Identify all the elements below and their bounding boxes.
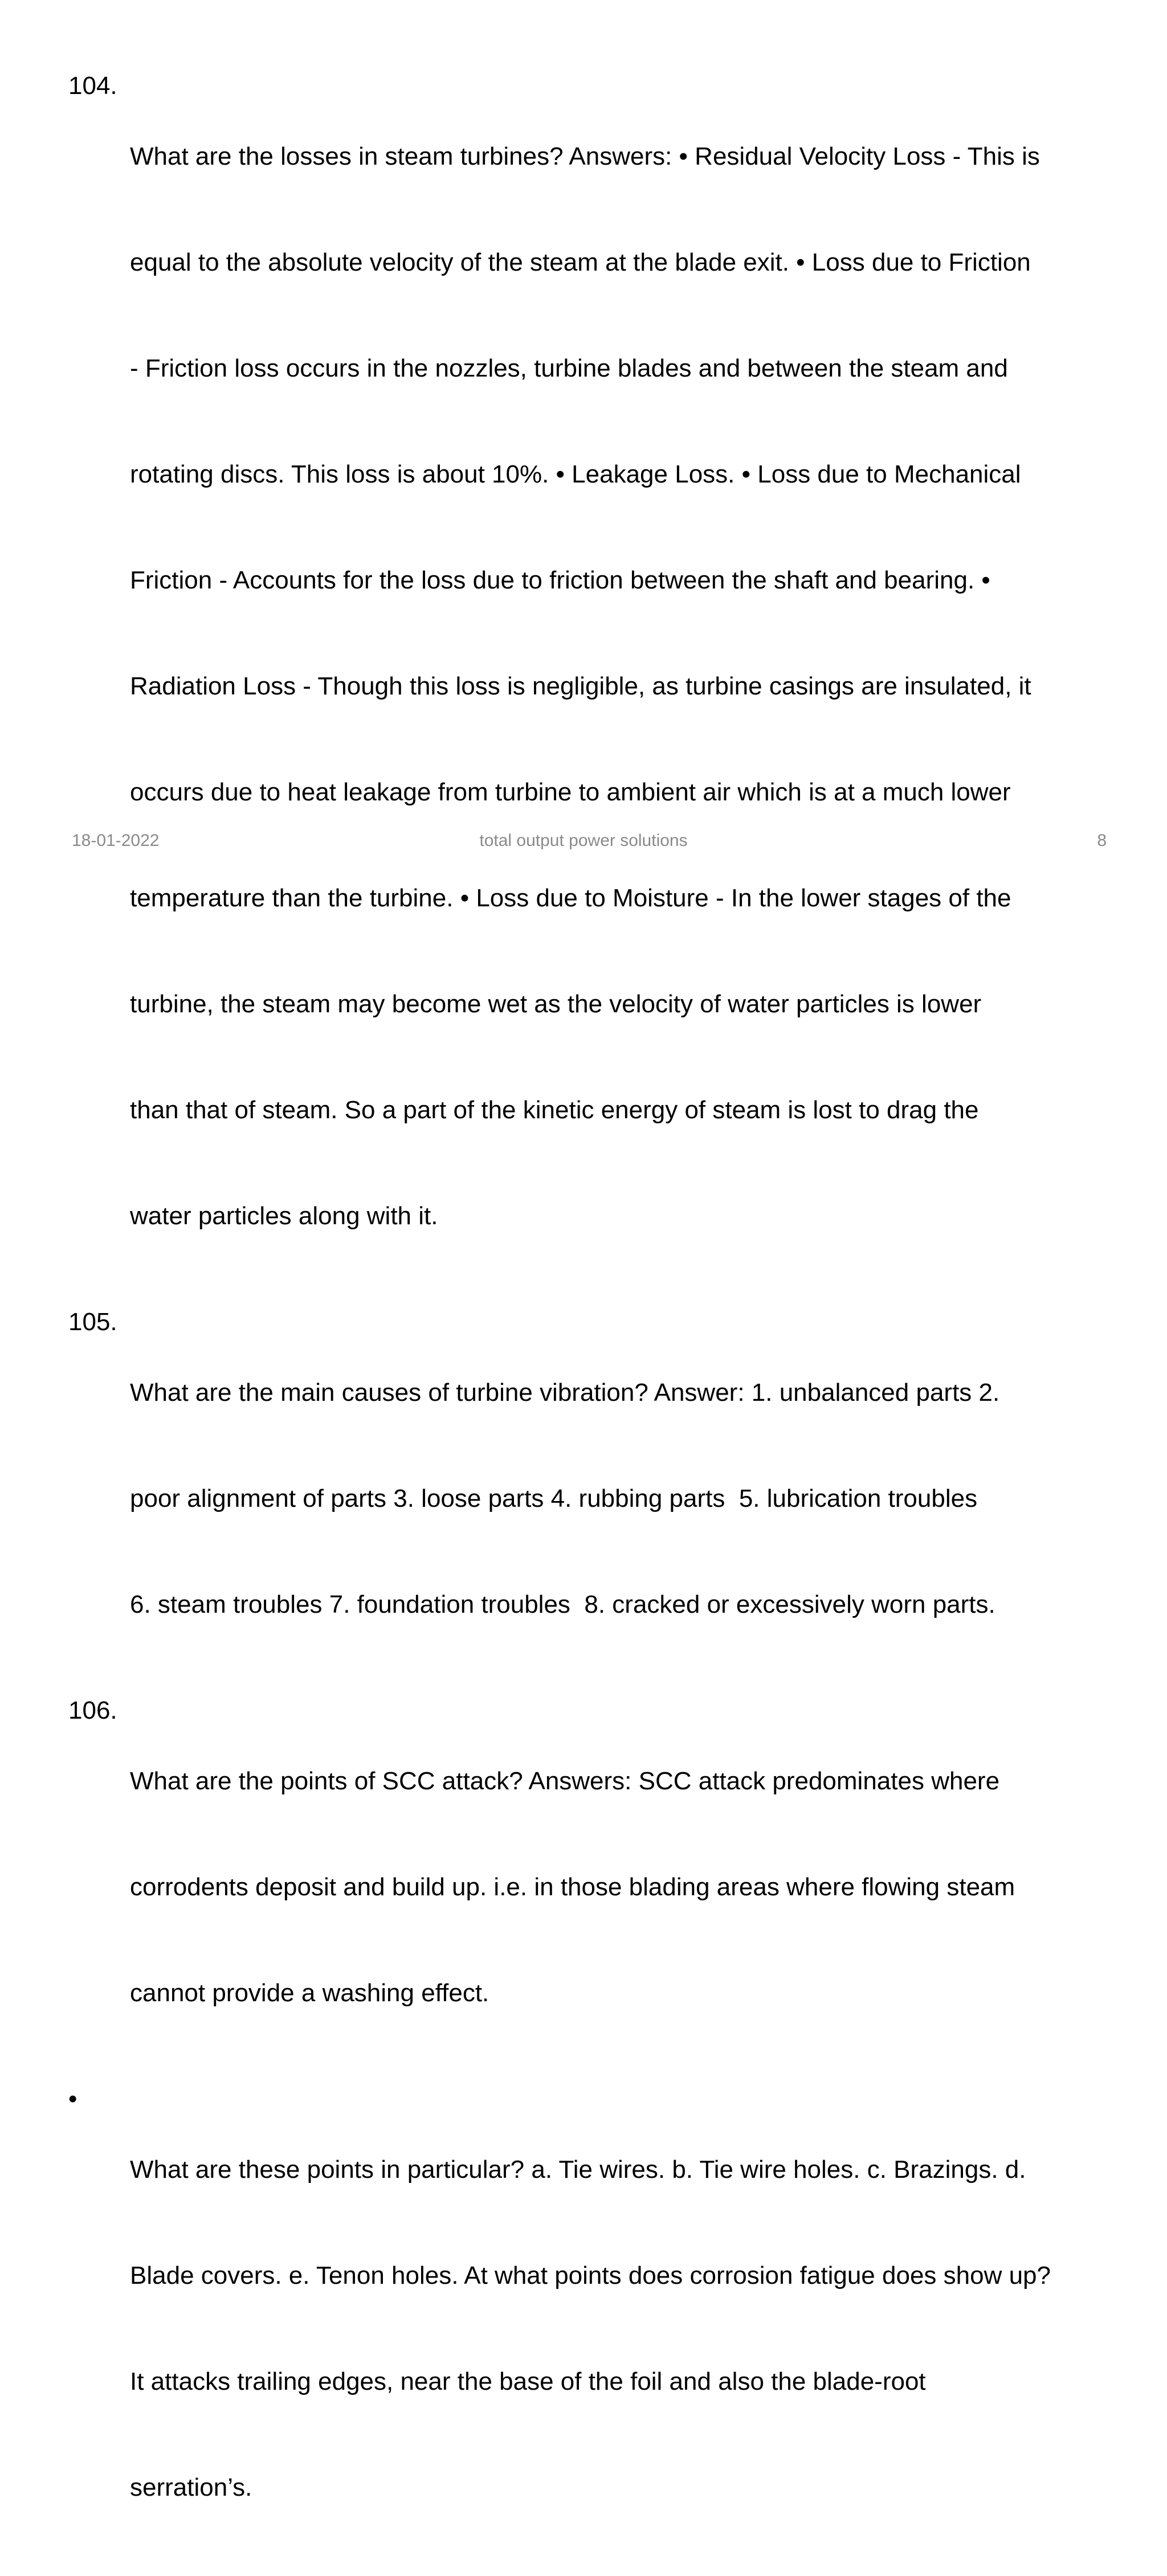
text-line: poor alignment of parts 3. loose parts 4. rubbing parts 5. lubrication troubles <box>130 1485 978 1512</box>
text-line: What are these points in particular? a. Tie wires. b. Tie wire holes. c. Brazings. d. <box>130 2156 1026 2184</box>
text-line: Blade covers. e. Tenon holes. At what points does corrosion fatigue does show up? <box>130 2262 1051 2289</box>
text-line: serration’s. <box>130 2473 252 2501</box>
text-line: What are the losses in steam turbines? Answers: • Residual Velocity Loss - This is <box>130 142 1040 170</box>
text-line: What are the points of SCC attack? Answers: SCC attack predominates where <box>130 1767 1000 1795</box>
list-item-106 <box>68 1693 1117 2082</box>
item-number: 104. <box>68 72 117 100</box>
footer-title: total output power solutions <box>479 831 688 850</box>
text-line: - Friction loss occurs in the nozzles, turbine blades and between the steam and <box>130 354 1008 382</box>
text-line: 6. steam troubles 7. foundation troubles 8. cracked or excessively worn parts. <box>130 1590 995 1618</box>
list-item-105 <box>68 1305 1117 1693</box>
text-line: It attacks trailing edges, near the base of the foil and also the blade-root <box>130 2368 926 2395</box>
bullet-marker: • <box>68 2085 77 2113</box>
item-number: 106. <box>68 1696 117 1724</box>
text-line: water particles along with it. <box>130 1202 438 1230</box>
item-text <box>130 68 1117 1305</box>
text-line: equal to the absolute velocity of the steam at the blade exit. • Loss due to Friction <box>130 248 1031 276</box>
footer-date: 18-01-2022 <box>72 831 160 850</box>
text-line: rotating discs. This loss is about 10%. • Leakage Loss. • Loss due to Mechanical <box>130 460 1021 488</box>
text-line: cannot provide a washing effect. <box>130 1979 489 2007</box>
text-line: corrodents deposit and build up. i.e. in those blading areas where flowing steam <box>130 1873 1015 1901</box>
item-text <box>130 1693 1117 2082</box>
slide-content <box>68 68 1117 2576</box>
text-line: than that of steam. So a part of the kinetic energy of steam is lost to drag the <box>130 1096 979 1124</box>
page-number: 8 <box>1097 831 1107 850</box>
list-item-104 <box>68 68 1117 1305</box>
list-item-bullet <box>68 2082 1117 2576</box>
item-text <box>130 1305 1117 1693</box>
text-line: occurs due to heat leakage from turbine to ambient air which is at a much lower <box>130 778 1011 806</box>
text-line: Friction - Accounts for the loss due to friction between the shaft and bearing. • <box>130 566 990 594</box>
item-text <box>130 2082 1117 2576</box>
text-line: Radiation Loss - Though this loss is negligible, as turbine casings are insulated, it <box>130 672 1031 700</box>
item-number: 105. <box>68 1308 117 1336</box>
text-line: turbine, the steam may become wet as the velocity of water particles is lower <box>130 990 982 1018</box>
text-line: temperature than the turbine. • Loss due to Moisture - In the lower stages of the <box>130 884 1011 912</box>
text-line: What are the main causes of turbine vibration? Answer: 1. unbalanced parts 2. <box>130 1379 1000 1406</box>
